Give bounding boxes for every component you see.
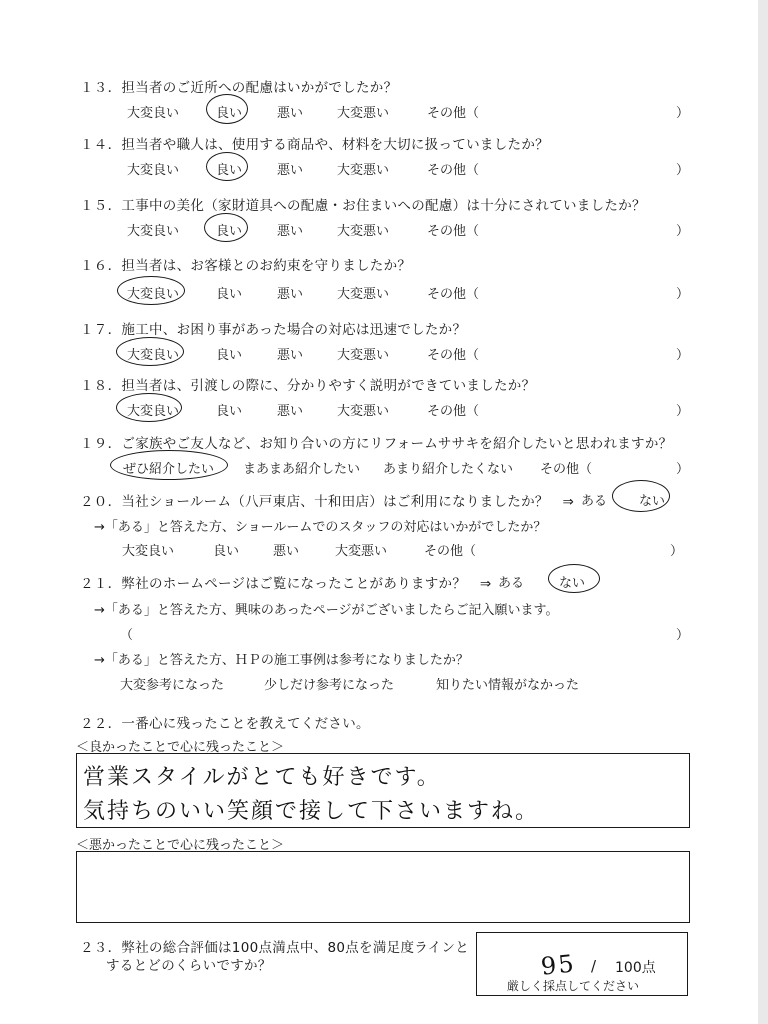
q23-question-line-1 (80, 936, 469, 956)
q14-option-4[interactable]: 大変悪い (337, 163, 390, 178)
q13-option-1[interactable]: 大変良い (127, 106, 180, 121)
q16-close-paren: ） (676, 287, 690, 302)
q14-option-3[interactable]: 悪い (277, 163, 304, 178)
q18-option-1[interactable]: 大変良い (127, 404, 180, 419)
q23-score-box[interactable] (476, 932, 688, 996)
q15-option-3[interactable]: 悪い (277, 224, 304, 239)
q13-text: 担当者のご近所への配慮はいかがでしたか？ (121, 80, 398, 96)
q20-option-5[interactable]: その他（ (424, 544, 477, 559)
q16-number: １６． (80, 258, 122, 274)
q18-option-3[interactable]: 悪い (277, 404, 304, 419)
q19-question (80, 432, 672, 452)
q21-open-paren: （ (120, 628, 134, 643)
q13-option-2[interactable]: 良い (216, 106, 243, 121)
q20-answer-yes[interactable]: ある (581, 494, 608, 509)
q21-option-1[interactable]: 大変参考になった (120, 678, 225, 693)
q20-option-4[interactable]: 大変悪い (335, 544, 388, 559)
q22-good-answer-box[interactable] (76, 753, 690, 828)
q14-option-5[interactable]: その他（ (427, 163, 480, 178)
q14-number: １４． (80, 137, 122, 153)
q21-option-2[interactable]: 少しだけ参考になった (264, 678, 395, 693)
q22-good-label: ＜良かったことで心に残ったこと＞ (76, 740, 285, 755)
q23-score-max: 100点 (615, 960, 656, 976)
q21-close-paren: ） (676, 628, 690, 643)
q19-close-paren: ） (676, 462, 690, 477)
q22-bad-answer-box[interactable] (76, 851, 690, 923)
q21-followup-1: →「ある」と答えた方、興味のあったページがございましたらご記入願います。 (94, 603, 559, 618)
q16-option-4[interactable]: 大変悪い (337, 287, 390, 302)
q22-good-answer-line-1: 営業スタイルがとても好きです。 (83, 765, 441, 790)
q13-option-3[interactable]: 悪い (277, 106, 304, 121)
q17-number: １７． (80, 322, 122, 338)
q19-option-4[interactable]: その他（ (540, 462, 593, 477)
q16-text: 担当者は、お客様とのお約束を守りましたか？ (121, 258, 412, 274)
q22-good-answer-line-2: 気持ちのいい笑顔で接して下さいますね。 (83, 799, 540, 824)
page-edge (758, 0, 768, 1024)
q13-number: １３． (80, 80, 122, 96)
q20-question (80, 490, 574, 510)
q15-option-2[interactable]: 良い (216, 224, 243, 239)
q20-text: 当社ショールーム（八戸東店、十和田店）はご利用になりましたか？ ⇒ (121, 494, 575, 510)
q13-option-5[interactable]: その他（ (427, 106, 480, 121)
q20-followup: →「ある」と答えた方、ショールームでのスタッフの対応はいかがでしたか？ (94, 520, 547, 535)
q14-text: 担当者や職人は、使用する商品や、材料を大切に扱っていましたか？ (121, 137, 549, 153)
q21-text: 弊社のホームページはご覧になったことがありますか？ ⇒ (121, 576, 492, 592)
q21-number: ２１． (80, 576, 122, 592)
q17-text: 施工中、お困り事があった場合の対応は迅速でしたか？ (121, 322, 467, 338)
q19-number: １９． (80, 436, 122, 452)
q20-answer-no[interactable]: ない (639, 494, 666, 509)
q16-option-1[interactable]: 大変良い (127, 287, 180, 302)
q18-option-4[interactable]: 大変悪い (337, 404, 390, 419)
q20-option-3[interactable]: 悪い (273, 544, 300, 559)
q20-option-1[interactable]: 大変良い (122, 544, 175, 559)
q22-number: ２２． (80, 716, 122, 732)
q15-close-paren: ） (676, 224, 690, 239)
q14-question (80, 133, 549, 153)
q16-option-2[interactable]: 良い (216, 287, 243, 302)
q18-option-5[interactable]: その他（ (427, 404, 480, 419)
q23-number: ２３． (80, 940, 122, 956)
q17-option-1[interactable]: 大変良い (127, 348, 180, 363)
q18-option-2[interactable]: 良い (216, 404, 243, 419)
q13-close-paren: ） (676, 106, 690, 121)
q21-question (80, 572, 492, 592)
q15-text: 工事中の美化（家財道具への配慮・お住まいへの配慮）は十分にされていましたか？ (121, 198, 646, 214)
q15-option-5[interactable]: その他（ (427, 224, 480, 239)
q15-option-1[interactable]: 大変良い (127, 224, 180, 239)
q21-option-3[interactable]: 知りたい情報がなかった (436, 678, 580, 693)
q19-option-1[interactable]: ぜひ紹介したい (123, 462, 215, 477)
q19-option-3[interactable]: あまり紹介したくない (383, 462, 514, 477)
q23-text-1: 弊社の総合評価は100点満点中、80点を満足度ラインと (121, 940, 470, 956)
q19-option-2[interactable]: まあまあ紹介したい (243, 462, 361, 477)
q20-close-paren: ） (670, 544, 684, 559)
q14-option-2[interactable]: 良い (216, 163, 243, 178)
q20-number: ２０． (80, 494, 122, 510)
q22-text: 一番心に残ったことを教えてください。 (121, 716, 370, 732)
q18-question (80, 374, 535, 394)
q14-option-1[interactable]: 大変良い (127, 163, 180, 178)
q18-close-paren: ） (676, 404, 690, 419)
q17-option-5[interactable]: その他（ (427, 348, 480, 363)
q13-option-4[interactable]: 大変悪い (337, 106, 390, 121)
q19-text: ご家族やご友人など、お知り合いの方にリフォームササキを紹介したいと思われますか？ (121, 436, 673, 452)
q17-question (80, 318, 466, 338)
q15-number: １５． (80, 198, 122, 214)
q21-followup-2: →「ある」と答えた方、ＨＰの施工事例は参考になりましたか？ (94, 653, 469, 668)
q17-option-2[interactable]: 良い (216, 348, 243, 363)
q22-bad-label: ＜悪かったことで心に残ったこと＞ (76, 838, 285, 853)
q23-score-note: 厳しく採点してください (507, 979, 640, 993)
q22-question (80, 712, 370, 732)
q20-option-2[interactable]: 良い (213, 544, 240, 559)
q17-option-3[interactable]: 悪い (277, 348, 304, 363)
q16-option-3[interactable]: 悪い (277, 287, 304, 302)
q23-score-value: 95 (539, 949, 577, 981)
q23-score-slash: / (591, 957, 597, 975)
q21-answer-no[interactable]: ない (559, 576, 586, 591)
q23-question-line-2: するとどのくらいですか？ (106, 958, 272, 974)
q17-close-paren: ） (676, 348, 690, 363)
q15-option-4[interactable]: 大変悪い (337, 224, 390, 239)
q16-question (80, 254, 411, 274)
q15-question (80, 194, 646, 214)
q18-text: 担当者は、引渡しの際に、分かりやすく説明ができていましたか？ (121, 378, 536, 394)
q14-close-paren: ） (676, 163, 690, 178)
q13-question (80, 76, 397, 96)
q16-option-5[interactable]: その他（ (427, 287, 480, 302)
q18-number: １８． (80, 378, 122, 394)
q21-answer-yes[interactable]: ある (498, 576, 525, 591)
q17-option-4[interactable]: 大変悪い (337, 348, 390, 363)
